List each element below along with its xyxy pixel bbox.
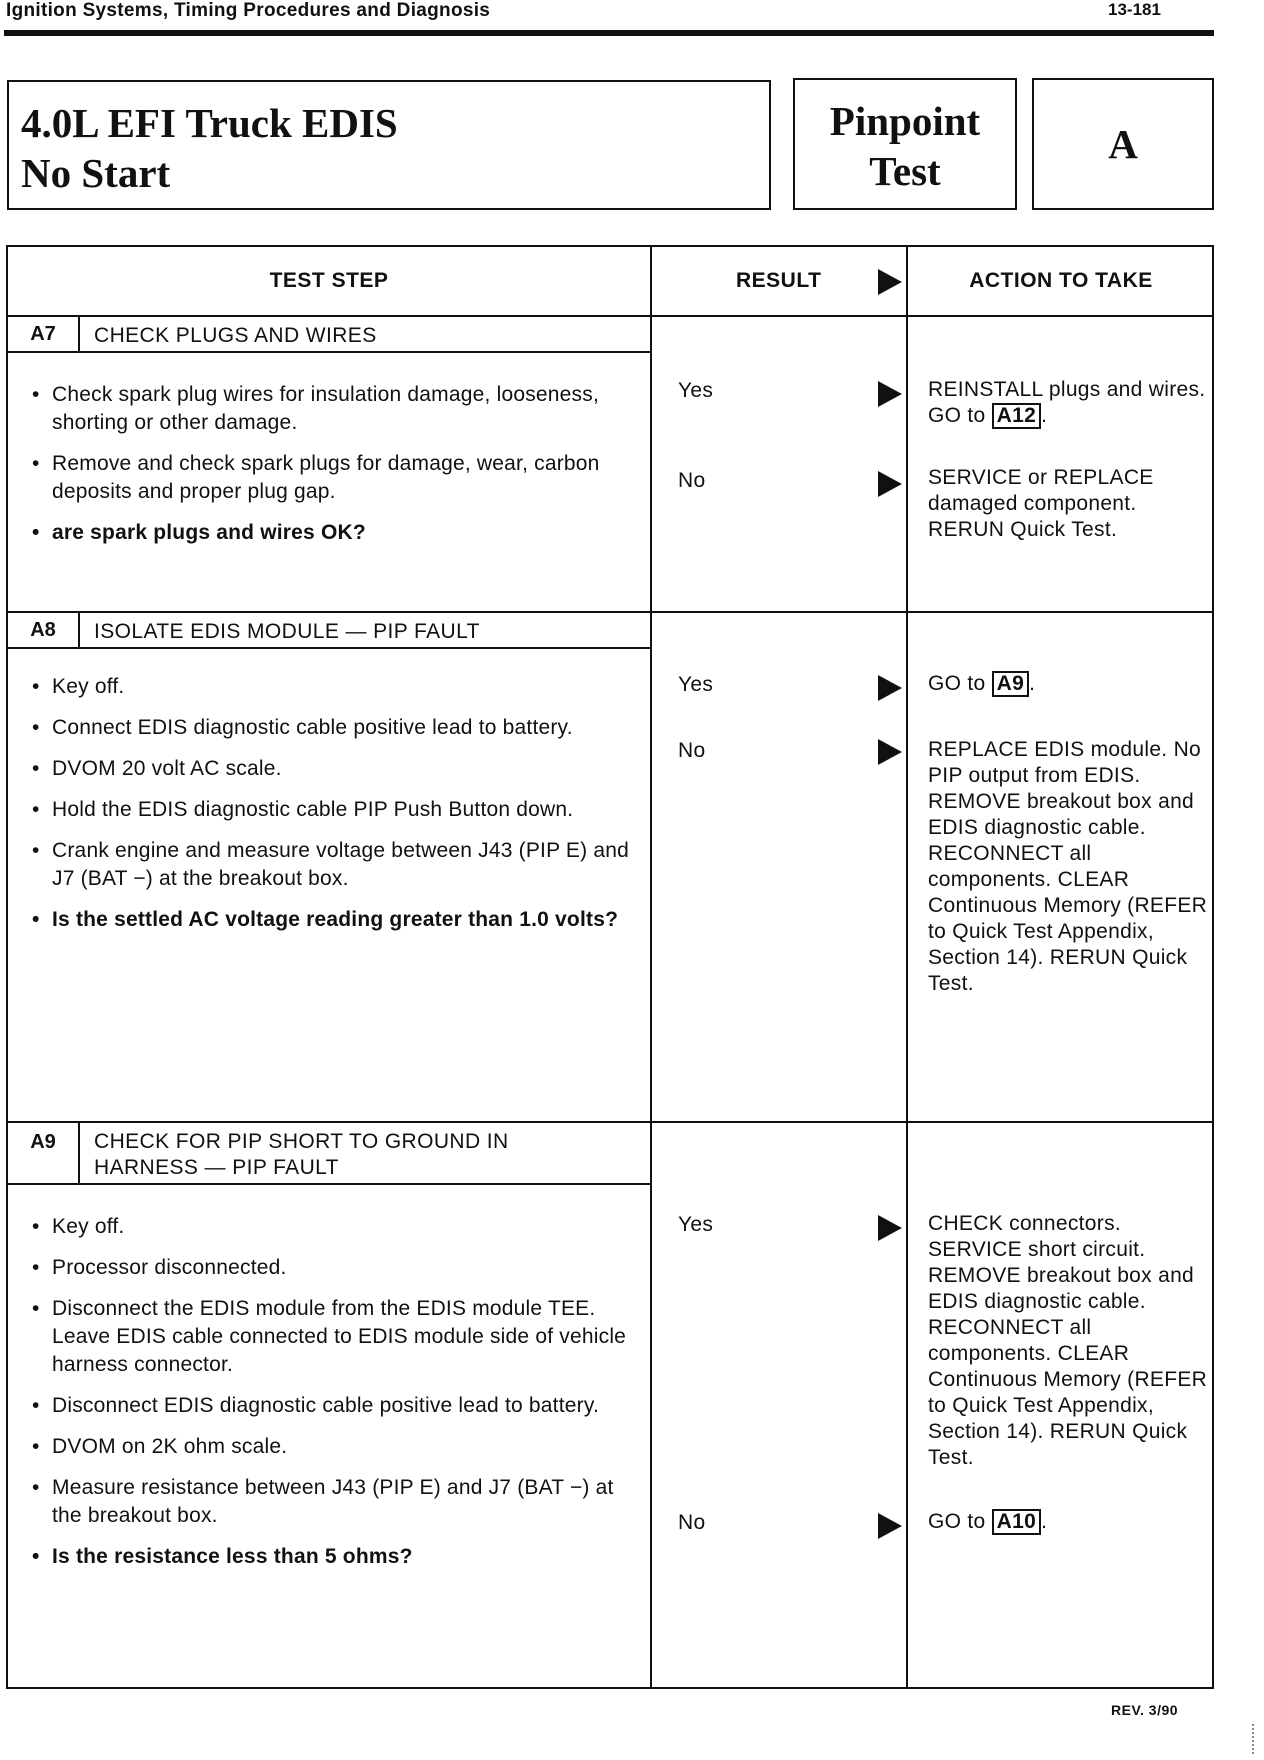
step-a8-action-no: REPLACE EDIS module. No PIP output from EDIS. REMOVE breakout box and EDIS diagnostic cable. RECONNECT all components. CLEAR Continuous Memory (REFER to Quick Test Appendix, Section 14). RERUN Quick Test. [928,738,1208,995]
action-text-end: . [1041,1510,1048,1533]
procedure-title-box [7,80,771,210]
header-arrow-icon [878,269,902,295]
step-a7-bullet: • Check spark plug wires for insulation damage, looseness, shorting or other damage. [28,381,638,437]
arrow-icon [878,675,902,701]
column-header-result-label: RESULT [736,269,822,292]
step-a7-action-no: SERVICE or REPLACE damaged component. RERUN Quick Test. [928,466,1154,541]
step-ref-a10[interactable]: A10 [992,1509,1041,1535]
step-a7-question: • are spark plugs and wires OK? [28,519,638,547]
margin-marks [1252,1724,1254,1754]
step-a9-bullet: • Disconnect EDIS diagnostic cable positive lead to battery. [28,1392,638,1420]
test-letter-box [1032,78,1214,210]
action-text-end: . [1029,672,1036,695]
arrow-icon [878,1215,902,1241]
arrow-icon [878,381,902,407]
column-header-test-step: TEST STEP [269,269,389,292]
column-divider-1 [650,247,652,1687]
step-a9-title-line2: HARNESS — PIP FAULT [94,1156,339,1179]
step-a9-action-yes: CHECK connectors. SERVICE short circuit. REMOVE breakout box and EDIS diagnostic cable. RECONNECT all components. CLEAR Continuous Memory (REFER to Quick Test Appendix, Section 14). RERUN Quick Test. [928,1212,1208,1469]
step-a9-result-yes: Yes [678,1213,714,1236]
pinpoint-test-table [6,245,1214,1689]
step-a8-bullet: • Hold the EDIS diagnostic cable PIP Push Button down. [28,796,638,824]
step-a8-question: • Is the settled AC voltage reading greater than 1.0 volts? [28,906,638,934]
step-a8-bullet: • DVOM 20 volt AC scale. [28,755,638,783]
procedure-title-line1: 4.0L EFI Truck EDIS [21,100,398,146]
step-a8-bullet: • Crank engine and measure voltage between J43 (PIP E) and J7 (BAT −) at the breakout box. [28,837,638,893]
step-a9-bullet: • Measure resistance between J43 (PIP E) and J7 (BAT −) at the breakout box. [28,1474,638,1530]
step-a7-action-yes [928,377,1214,429]
step-a7-result-no: No [678,469,706,492]
step-a8-title: ISOLATE EDIS MODULE — PIP FAULT [94,620,480,643]
arrow-icon [878,471,902,497]
step-a7-title: CHECK PLUGS AND WIRES [94,324,377,347]
step-a7-instructions [28,381,638,560]
step-a8-bullet: • Key off. [28,673,638,701]
section-title: Ignition Systems, Timing Procedures and Diagnosis [6,0,491,21]
step-a9-title [94,1129,509,1181]
page-number: 13-181 [1108,0,1161,19]
column-header-result [652,247,906,315]
header-rule [4,30,1214,36]
step-a8-bullet: • Connect EDIS diagnostic cable positive lead to battery. [28,714,638,742]
arrow-icon [878,1513,902,1539]
arrow-icon [878,739,902,765]
step-a8-action-yes [928,671,1214,697]
pinpoint-line2: Test [869,148,941,194]
column-divider-2 [906,247,908,1687]
step-a7-id: A7 [8,317,80,353]
step-a9-action-no [928,1509,1214,1535]
step-a8-id: A8 [8,613,80,649]
revision-date: REV. 3/90 [1111,1702,1179,1718]
test-letter: A [1108,121,1138,167]
action-text-end: . [1041,404,1048,427]
column-header-action: ACTION TO TAKE [969,269,1153,292]
step-a9-bullet: • Disconnect the EDIS module from the EDIS module TEE. Leave EDIS cable connected to EDIS module side of vehicle harness connector. [28,1295,638,1379]
pinpoint-test-box [793,78,1017,210]
step-a9-result-no: No [678,1511,706,1534]
step-a8-instructions [28,673,638,947]
action-text: GO to [928,672,992,695]
step-a8-result-no: No [678,739,706,762]
action-text: REINSTALL plugs and wires. GO to [928,378,1206,427]
procedure-title-line2: No Start [21,150,171,196]
step-a9-bullet: • DVOM on 2K ohm scale. [28,1433,638,1461]
step-a8-result-yes: Yes [678,673,714,696]
step-a7-result-yes: Yes [678,379,714,402]
step-ref-a12[interactable]: A12 [992,403,1041,429]
action-text: GO to [928,1510,992,1533]
step-a9-instructions [28,1213,638,1584]
step-a9-id: A9 [8,1123,80,1185]
step-a9-title-line1: CHECK FOR PIP SHORT TO GROUND IN [94,1130,509,1153]
step-a9-bullet: • Processor disconnected. [28,1254,638,1282]
step-a9-question: • Is the resistance less than 5 ohms? [28,1543,638,1571]
step-ref-a9[interactable]: A9 [992,671,1029,697]
step-a7-bullet: • Remove and check spark plugs for damage, wear, carbon deposits and proper plug gap. [28,450,638,506]
pinpoint-line1: Pinpoint [829,98,981,144]
step-a9-bullet: • Key off. [28,1213,638,1241]
